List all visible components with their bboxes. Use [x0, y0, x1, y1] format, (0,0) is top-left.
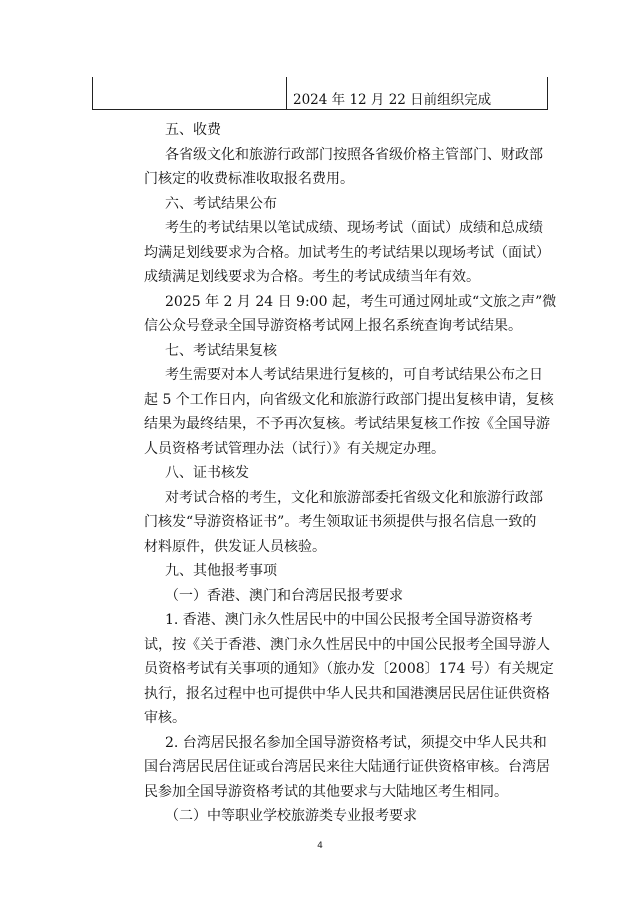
- paragraph-line: 各省级文化和旅游行政部门按照各省级价格主管部门、财政部: [165, 147, 543, 163]
- paragraph-line: 试，按《关于香港、澳门永久性居民中的中国公民报考全国导游人: [144, 637, 550, 653]
- paragraph-line: 审核。: [144, 710, 186, 726]
- paragraph-line: 材料原件，供发证人员核验。: [144, 539, 326, 555]
- section-heading: 五、收费: [165, 122, 221, 138]
- paragraph-line: 国台湾居民居住证或台湾居民来往大陆通行证供资格审核。台湾居: [144, 759, 550, 775]
- paragraph-line: 成绩满足划线要求为合格。考生的考试成绩当年有效。: [144, 269, 480, 285]
- section-heading: 六、考试结果公布: [165, 196, 277, 212]
- table-cell: 2024 年 12 月 22 日前组织完成: [293, 92, 492, 108]
- paragraph-line: （一）香港、澳门和台湾居民报考要求: [165, 588, 403, 604]
- section-heading: 八、证书核发: [165, 465, 249, 481]
- paragraph-line: 结果为最终结果，不予再次复核。考试结果复核工作按《全国导游: [144, 416, 550, 432]
- section-heading: 九、其他报考事项: [165, 563, 277, 579]
- paragraph-line: 门核发“导游资格证书”。考生领取证书须提供与报名信息一致的: [144, 514, 537, 530]
- section-heading: 七、考试结果复核: [165, 343, 277, 359]
- paragraph-line: 执行，报名过程中也可提供中华人民共和国港澳居民居住证供资格: [144, 686, 550, 702]
- paragraph-line: 考生需要对本人考试结果进行复核的，可自考试结果公布之日: [165, 367, 543, 383]
- paragraph-line: （二）中等职业学校旅游类专业报考要求: [165, 808, 417, 824]
- page-number: 4: [317, 841, 323, 851]
- paragraph-line: 均满足划线要求为合格。加试考生的考试结果以现场考试（面试）: [144, 245, 550, 261]
- paragraph-line: 人员资格考试管理办法（试行）》有关规定办理。: [144, 441, 445, 457]
- paragraph-line: 员资格考试有关事项的通知》（旅办发〔2008〕174 号）有关规定: [144, 661, 554, 677]
- table-column-divider: [286, 77, 287, 109]
- paragraph-line: 对考试合格的考生，文化和旅游部委托省级文化和旅游行政部: [165, 490, 543, 506]
- paragraph-line: 信公众号登录全国导游资格考试网上报名系统查询考试结果。: [144, 318, 522, 334]
- paragraph-line: 2025 年 2 月 24 日 9:00 起，考生可通过网址或“文旅之声”微: [165, 294, 557, 310]
- paragraph-line: 考生的考试结果以笔试成绩、现场考试（面试）成绩和总成绩: [165, 220, 543, 236]
- paragraph-line: 门核定的收费标准收取报名费用。: [144, 171, 354, 187]
- paragraph-line: 起 5 个工作日内，向省级文化和旅游行政部门提出复核申请，复核: [144, 392, 554, 408]
- paragraph-line: 民参加全国导游资格考试的其他要求与大陆地区考生相同。: [144, 784, 508, 800]
- table-fragment: [92, 77, 548, 110]
- paragraph-line: 2. 台湾居民报名参加全国导游资格考试，须提交中华人民共和: [165, 735, 547, 751]
- paragraph-line: 1. 香港、澳门永久性居民中的中国公民报考全国导游资格考: [165, 612, 533, 628]
